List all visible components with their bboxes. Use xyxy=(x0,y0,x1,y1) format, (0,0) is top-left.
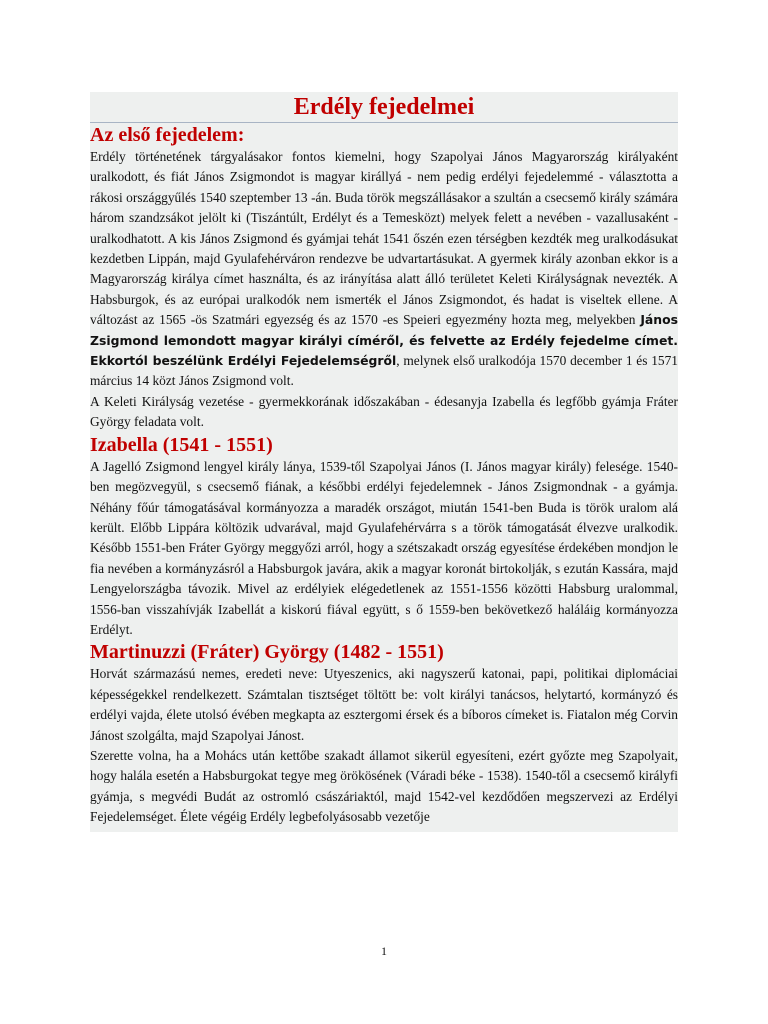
paragraph xyxy=(90,664,678,746)
content-area xyxy=(90,92,678,832)
bold-text-run: János Zsigmond lemondott magyar királyi címéről, és felvette az Erdély fejedelme címet. Ekkortól beszélünk Erdélyi Fejedelemségről xyxy=(90,312,678,369)
paragraph xyxy=(90,746,678,828)
text-run: , melynek első uralkodója 1570 december 1 és 1571 március 14 közt János Zsigmond volt. xyxy=(90,353,678,389)
text-run: Erdély történetének tárgyalásakor fontos kiemelni, hogy Szapolyai János Magyarország királyaként uralkodott, és fiát János Zsigmondot is magyar királlyá - nem pedig erdélyi fejedelemmé - választotta a rákosi országgyűlés 1540 szeptember 13 -án. Buda török megszállásakor a szultán a csecsemő király számára három szandzsákot jelölt ki (Tiszántúlt, Erdélyt és a Temesközt) melyek felett a nevében - vazallusaként - uralkodhatott. A kis János Zsigmond és gyámjai tehát 1541 őszén ezen térségben kezdték meg uralkodásukat kezdetben Lippán, majd Gyulafehérváron rendezve be udvartartásukat. A gyermek király azonban ekkor is a Magyarország királya címet használta, és az irányítása alatt álló területet Keleti Királyságnak nevezték. A Habsburgok, és az európai uralkodók nem ismerték el János Zsigmondot, és hadat is viseltek ellene. A változást az 1565 -ös Szatmári egyezség és az 1570 -es Speieri egyezmény hozta meg, melyekben xyxy=(90,149,678,328)
section-heading-first-prince: Az első fejedelem: xyxy=(90,124,245,146)
paragraph xyxy=(90,147,678,392)
text-run: Horvát származású nemes, eredeti neve: Utyeszenics, aki nagyszerű katonai, papi, politikai diplomáciai képességekkel rendelkezett. Számtalan tisztséget töltött be: volt királyi tanácsos, helytartó, kormányzó és erdélyi vajda, élete utolsó évében megkapta az esztergomi érsek és a bíboros címeket is. Fiatalon még Corvin Jánost szolgálta, majd Szapolyai Jánost. xyxy=(90,666,678,743)
page-number: 1 xyxy=(381,944,387,958)
text-run: A Jagelló Zsigmond lengyel király lánya, 1539-től Szapolyai János (I. János magyar király) felesége. 1540-ben megözvegyül, s csecsemő fiának, a későbbi erdélyi fejedelemnek - János Zsigmondnak - a gyámja. Néhány főúr támogatásával kormányozza a maradék országot, miután 1541-ben Buda is török uralom alá került. Előbb Lippára költözik udvarával, majd Gyulafehérvárra s a török támogatását élvezve uralkodik. Később 1551-ben Fráter György meggyőzi arról, hogy a szétszakadt ország egyesítése érdekében mondjon le fia nevében a kormányzásról a Habsburgok javára, akik a magyar koronát birtokolják, s ezután Kassára, majd Lengyelországba távozik. Mivel az erdélyiek elégedetlenek az 1551-1556 közötti Habsburg uralommal, 1556-ban visszahívják Izabellát a kiskorú fiával együtt, s ő 1559-ben bekövetkező haláláig kormányozza Erdélyt. xyxy=(90,458,678,637)
section-heading-martinuzzi: Martinuzzi (Fráter) György (1482 - 1551) xyxy=(90,641,444,664)
paragraph xyxy=(90,457,678,641)
section-heading-izabella: Izabella (1541 - 1551) xyxy=(90,433,273,456)
page-title: Erdély fejedelmei xyxy=(90,92,678,123)
text-run: A Keleti Királyság vezetése - gyermekkorának időszakában - édesanyja Izabella és legfőbb gyámja Fráter György feladata volt. xyxy=(90,393,678,430)
text-run: Szerette volna, ha a Mohács után kettőbe szakadt államot sikerül egyesíteni, ezért győzte meg Szapolyait, hogy halála esetén a Habsburgokat tegye meg örökösének (Váradi béke - 1538). 1540-től a csecsemő királyfi gyámja, s megvédi Budát az ostromló császáriaktól, majd 1542-vel kezdődően megszervezi az Erdélyi Fejedelemséget. Élete végéig Erdély legbefolyásosabb vezetője xyxy=(90,747,678,825)
paragraph xyxy=(90,392,678,433)
